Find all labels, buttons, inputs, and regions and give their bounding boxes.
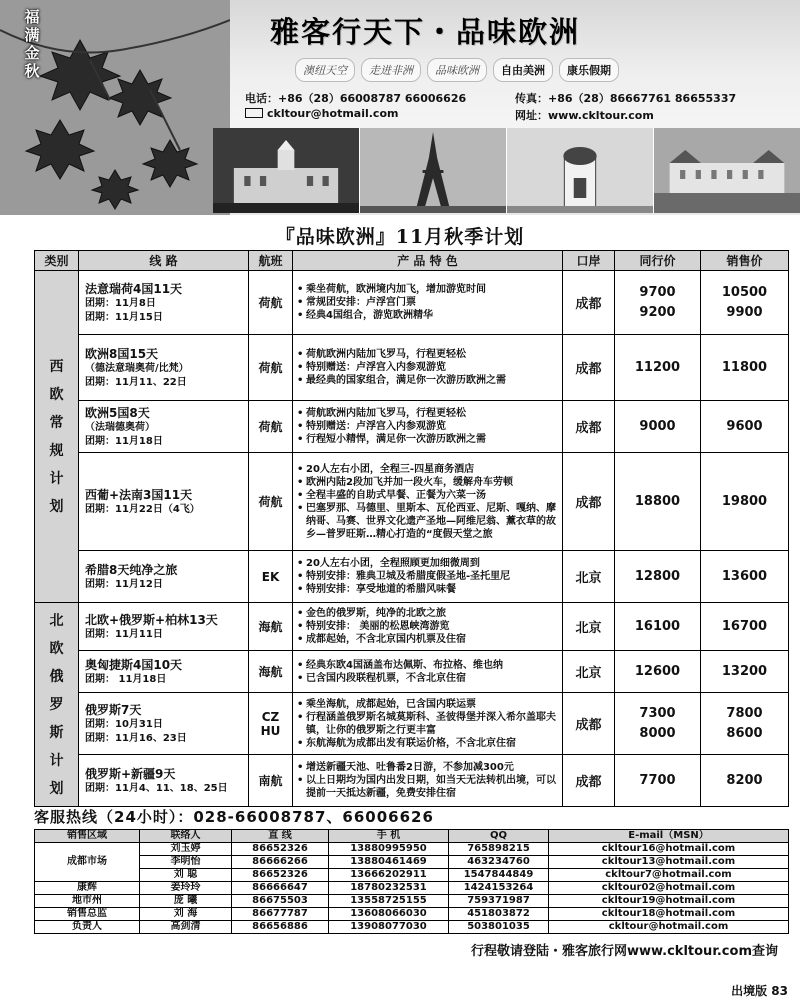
route-cell [79,453,249,551]
feature-list [297,607,558,646]
contact-header-qq: QQ [449,830,549,843]
features-cell [293,693,563,755]
fax-label: 传真： [515,92,548,105]
airline-name: 海航 [258,665,283,679]
feature-list [297,761,558,800]
contact-email[interactable]: ckltour7@hotmail.com [549,869,789,882]
route-cell [79,603,249,651]
banner-title: 雅客行天下・品味欧洲 [270,15,581,49]
airline-name: 荷航 [258,420,283,434]
tab-africa[interactable]: 走进非洲 [361,58,421,82]
feature-item: • 全程丰盛的自助式早餐、正餐为六菜一汤 [297,489,558,502]
contact-direct-line: 86677787 [232,908,329,921]
departure-date: 团期：11月4、11、18、25日 [85,782,228,794]
feature-item: • 特别安排： 美丽的松恩峡湾游览 [297,620,558,633]
tour-row [35,755,789,807]
airline-cell [249,401,293,453]
sale-price-cell [701,755,789,807]
route-countries: （德法意瑞奥荷/比梵） [85,362,189,374]
contact-header-email: E-mail（MSN） [549,830,789,843]
phone-number: +86（28）66008787 66006626 [278,92,467,105]
contact-person: 刘 聪 [140,869,232,882]
sale-price-cell [701,271,789,335]
trade-price: 8000 [639,725,676,741]
palace-photo [213,128,359,213]
category-char: 欧 [49,386,64,403]
contact-row [35,908,789,921]
departure-date: 团期：11月11日 [85,628,163,640]
contact-person: 刘 海 [140,908,232,921]
departure-date: 团期：11月8日 [85,297,156,309]
sale-price: 10500 [721,284,768,300]
category-char: 欧 [49,640,64,657]
trade-price: 18800 [634,493,681,509]
trade-price: 11200 [634,359,681,375]
feature-item: • 20人左右小团，全程照顾更加细微周到 [297,557,558,570]
sale-price-cell [701,693,789,755]
email-icon [245,108,263,118]
tab-europe[interactable]: 品味欧洲 [427,58,487,82]
chateau-photo [654,128,800,213]
trade-price: 7300 [639,705,676,721]
tab-americas[interactable]: 自由美洲 [493,58,553,82]
header-features: 产 品 特 色 [293,251,563,271]
header-sale-price: 销售价 [701,251,789,271]
landmark-photos [213,128,800,213]
departure-port: 成都 [563,335,615,401]
feature-list [297,698,558,750]
contact-direct-line: 86666266 [232,856,329,869]
contact-header-region: 销售区域 [35,830,140,843]
route-name[interactable]: 奥匈捷斯4国10天 [85,657,183,672]
sale-price: 13200 [721,663,768,679]
trade-price-cell [615,551,701,603]
table-header-row [35,251,789,271]
airline-name: 荷航 [258,361,283,375]
feature-item: • 行程短小精悍，满足你一次游历欧洲之需 [297,433,558,446]
feature-item: • 经典东欧4国涵盖布达佩斯、布拉格、维也纳 [297,659,558,672]
trade-price: 12800 [634,568,681,584]
trade-price-cell [615,651,701,693]
sale-price: 19800 [721,493,768,509]
route-name[interactable]: 欧洲8国15天 [85,346,159,361]
contact-person: 庞 曦 [140,895,232,908]
contact-region: 地市州 [35,895,140,908]
departure-port: 成都 [563,755,615,807]
contact-email[interactable]: ckltour@hotmail.com [549,921,789,934]
contact-direct-line: 86666647 [232,882,329,895]
route-name[interactable]: 希腊8天纯净之旅 [85,562,178,577]
footer-website-note: 行程敬请登陆・雅客旅行网www.ckltour.com查询 [470,944,778,959]
trade-price: 12600 [634,663,681,679]
category-char: 俄 [49,668,64,685]
airline-name: EK [261,569,280,584]
trade-price: 9200 [639,304,676,320]
trade-price-cell [615,693,701,755]
route-cell [79,551,249,603]
airline-cell [249,271,293,335]
route-countries: （法瑞德奥荷） [85,421,155,433]
route-name[interactable]: 俄罗斯7天 [85,702,142,717]
contact-person: 姜玲玲 [140,882,232,895]
feature-item: • 行程涵盖俄罗斯名城莫斯科、圣彼得堡并深入希尔盖耶夫镇，让你的俄罗斯之行更丰富 [297,711,558,737]
departure-port: 成都 [563,401,615,453]
category-char: 西 [49,358,64,375]
feature-list [297,659,558,685]
departure-port: 北京 [563,603,615,651]
airline-name: CZ HU [260,709,281,738]
departure-date: 团期：11月11、22日 [85,376,187,388]
contact-direct-line: 86675503 [232,895,329,908]
departure-port: 成都 [563,271,615,335]
sale-price: 13600 [721,568,768,584]
trade-price: 9000 [639,418,676,434]
vertical-slogan: 福 满 金 秋 [24,8,40,80]
category-char: 计 [49,470,64,487]
feature-item: • 金色的俄罗斯，纯净的北欧之旅 [297,607,558,620]
contact-direct-line: 86652326 [232,869,329,882]
feature-item: • 巴塞罗那、马德里、里斯本、瓦伦西亚、尼斯、嘎纳、摩纳哥、马赛、世界文化遗产圣地—阿维尼翁、薰衣草的故乡—普罗旺斯…精心打造的“度假天堂之旅 [297,502,558,541]
sale-price-cell [701,603,789,651]
plan-title: 『品味欧洲』11月秋季计划 [275,226,525,248]
sale-price-cell [701,401,789,453]
contact-region: 销售总监 [35,908,140,921]
contact-header-mobile: 手 机 [329,830,449,843]
contact-mobile: 13908077030 [329,921,449,934]
feature-item: • 特别安排：雅典卫城及希腊度假圣地-圣托里尼 [297,570,558,583]
feature-item: • 常规团安排：卢浮宫门票 [297,296,558,309]
contact-direct-line: 86656886 [232,921,329,934]
contact-mobile: 13880461469 [329,856,449,869]
features-cell [293,755,563,807]
departure-date: 团期：10月31日 [85,718,163,730]
category-char: 计 [49,752,64,769]
category-west [35,271,79,603]
header-category: 类别 [35,251,79,271]
feature-item: • 特别赠送：卢浮宫入内参观游览 [297,420,558,433]
tab-oceania[interactable]: 澳纽天空 [295,58,355,82]
route-cell [79,335,249,401]
feature-list [297,463,558,541]
route-name[interactable]: 北欧+俄罗斯+柏林13天 [85,612,218,627]
contact-person: 刘玉婷 [140,843,232,856]
sale-price: 9600 [726,418,763,434]
route-cell [79,401,249,453]
contact-header-row [35,830,789,843]
brand-tabs [295,58,619,82]
route-name[interactable]: 法意瑞荷4国11天 [85,281,183,296]
contact-qq: 1424153264 [449,882,549,895]
airline-cell [249,755,293,807]
eiffel-tower-photo [360,128,506,213]
feature-item: • 荷航欧洲内陆加飞罗马，行程更轻松 [297,348,558,361]
contact-region: 成都市场 [35,843,140,882]
departure-date: 团期：11月12日 [85,578,163,590]
airline-cell [249,453,293,551]
feature-list [297,407,558,446]
contact-qq: 451803872 [449,908,549,921]
feature-item: • 最经典的国家组合，满足你一次游历欧洲之需 [297,374,558,387]
tower-house-photo [507,128,653,213]
trade-price: 16100 [634,618,681,634]
departure-port: 成都 [563,693,615,755]
contact-row [35,843,789,856]
contact-qq: 765898215 [449,843,549,856]
contact-table [34,829,789,934]
contact-email[interactable]: ckltour19@hotmail.com [549,895,789,908]
tour-row [35,401,789,453]
category-char: 划 [49,498,64,515]
departure-port: 成都 [563,453,615,551]
tour-row [35,271,789,335]
route-cell [79,651,249,693]
airline-cell [249,335,293,401]
features-cell [293,271,563,335]
tour-row [35,651,789,693]
departure-date: 团期：11月18日 [85,435,163,447]
contact-row [35,856,789,869]
trade-price-cell [615,335,701,401]
feature-list [297,348,558,387]
contact-qq: 759371987 [449,895,549,908]
route-cell [79,755,249,807]
category-char: 北 [49,612,64,629]
contact-qq: 503801035 [449,921,549,934]
airline-cell [249,693,293,755]
contact-qq: 463234760 [449,856,549,869]
sale-price: 16700 [721,618,768,634]
contact-row [35,895,789,908]
features-cell [293,453,563,551]
contact-direct-line: 86652326 [232,843,329,856]
trade-price-cell [615,603,701,651]
feature-item: • 增送新疆天池、吐鲁番2日游，不参加减300元 [297,761,558,774]
contact-mobile: 13608066030 [329,908,449,921]
features-cell [293,603,563,651]
trade-price-cell [615,271,701,335]
route-name[interactable]: 俄罗斯+新疆9天 [85,766,176,781]
contact-header-direct: 直 线 [232,830,329,843]
departure-date: 团期：11月15日 [85,311,163,323]
route-name[interactable]: 西葡+法南3国11天 [85,487,193,502]
header-port: 口岸 [563,251,615,271]
sale-price: 7800 [726,705,763,721]
airline-cell [249,551,293,603]
trade-price: 9700 [639,284,676,300]
banner [0,0,800,215]
departure-port: 北京 [563,551,615,603]
sale-price: 8200 [726,772,763,788]
feature-item: • 乘坐海航，成都起始，已含国内联运票 [297,698,558,711]
header-route: 线 路 [79,251,249,271]
features-cell [293,401,563,453]
sale-price-cell [701,651,789,693]
features-cell [293,335,563,401]
contact-mobile: 13880995950 [329,843,449,856]
feature-item: • 特别赠送：卢浮宫入内参观游览 [297,361,558,374]
airline-name: 荷航 [258,495,283,509]
feature-item: • 欧洲内陆2段加飞并加一段火车，缓解舟车劳顿 [297,476,558,489]
fax-number: +86（28）86667761 86655337 [548,92,737,105]
category-char: 常 [49,414,64,431]
sale-price-cell [701,551,789,603]
contact-region: 负责人 [35,921,140,934]
airline-cell [249,603,293,651]
airline-name: 荷航 [258,296,283,310]
contact-row [35,869,789,882]
contact-row [35,882,789,895]
page-number: 出境版 83 [731,984,788,998]
contact-email[interactable]: ckltour02@hotmail.com [549,882,789,895]
contact-row [35,921,789,934]
airline-name: 南航 [258,774,283,788]
tour-row [35,693,789,755]
feature-item: • 以上日期均为国内出发日期，如当天无法转机出境，可以提前一天抵达新疆，免费安排住宿 [297,774,558,800]
category-char: 罗 [49,696,64,713]
feature-item: • 20人左右小团，全程三-四星商务酒店 [297,463,558,476]
web-label: 网址： [515,109,548,122]
email-address[interactable]: ckltour@hotmail.com [267,107,399,120]
feature-item: • 乘坐荷航，欧洲境内加飞，增加游览时间 [297,283,558,296]
trade-price-cell [615,755,701,807]
trade-price-cell [615,453,701,551]
header-airline: 航班 [249,251,293,271]
feature-item: • 经典4国组合，游览欧洲精华 [297,309,558,322]
contact-email[interactable]: ckltour13@hotmail.com [549,856,789,869]
sale-price: 8600 [726,725,763,741]
tour-plan-table [34,250,789,807]
contact-person: 李明怡 [140,856,232,869]
feature-item: • 已含国内段联程机票，不含北京住宿 [297,672,558,685]
departure-port: 北京 [563,651,615,693]
feature-list [297,557,558,596]
contact-email[interactable]: ckltour18@hotmail.com [549,908,789,921]
service-hotline: 客服热线（24小时）：028-66008787、66006626 [34,808,434,826]
contact-region: 康辉 [35,882,140,895]
feature-item: • 特别安排：享受地道的希腊风味餐 [297,583,558,596]
features-cell [293,651,563,693]
contact-mobile: 13558725155 [329,895,449,908]
contact-qq: 1547844849 [449,869,549,882]
contact-mobile: 13666202911 [329,869,449,882]
feature-item: • 荷航欧洲内陆加飞罗马，行程更轻松 [297,407,558,420]
sale-price: 11800 [721,359,768,375]
tour-row [35,551,789,603]
tour-row [35,335,789,401]
category-char: 规 [49,442,64,459]
contact-header-person: 联络人 [140,830,232,843]
category-char: 划 [49,780,64,797]
website-link[interactable]: www.ckltour.com [548,109,654,122]
tour-row [35,603,789,651]
airline-cell [249,651,293,693]
sale-price: 9900 [726,304,763,320]
tab-leisure[interactable]: 康乐假期 [559,58,619,82]
sale-price-cell [701,453,789,551]
header-trade-price: 同行价 [615,251,701,271]
tour-row [35,453,789,551]
route-cell [79,271,249,335]
phone-label: 电话： [245,92,278,105]
trade-price-cell [615,401,701,453]
feature-item: • 东航海航为成都出发有联运价格，不含北京住宿 [297,737,558,750]
airline-name: 海航 [258,620,283,634]
category-char: 斯 [49,724,64,741]
contact-mobile: 18780232531 [329,882,449,895]
departure-date: 团期： 11月18日 [85,673,167,685]
contact-person: 高剑清 [140,921,232,934]
route-cell [79,693,249,755]
trade-price: 7700 [639,772,676,788]
route-name[interactable]: 欧洲5国8天 [85,405,150,420]
sale-price-cell [701,335,789,401]
departure-date: 团期：11月22日（4飞） [85,503,200,515]
feature-item: • 成都起始，不含北京国内机票及住宿 [297,633,558,646]
contact-email[interactable]: ckltour16@hotmail.com [549,843,789,856]
departure-date: 团期：11月16、23日 [85,732,187,744]
features-cell [293,551,563,603]
category-north [35,603,79,807]
feature-list [297,283,558,322]
